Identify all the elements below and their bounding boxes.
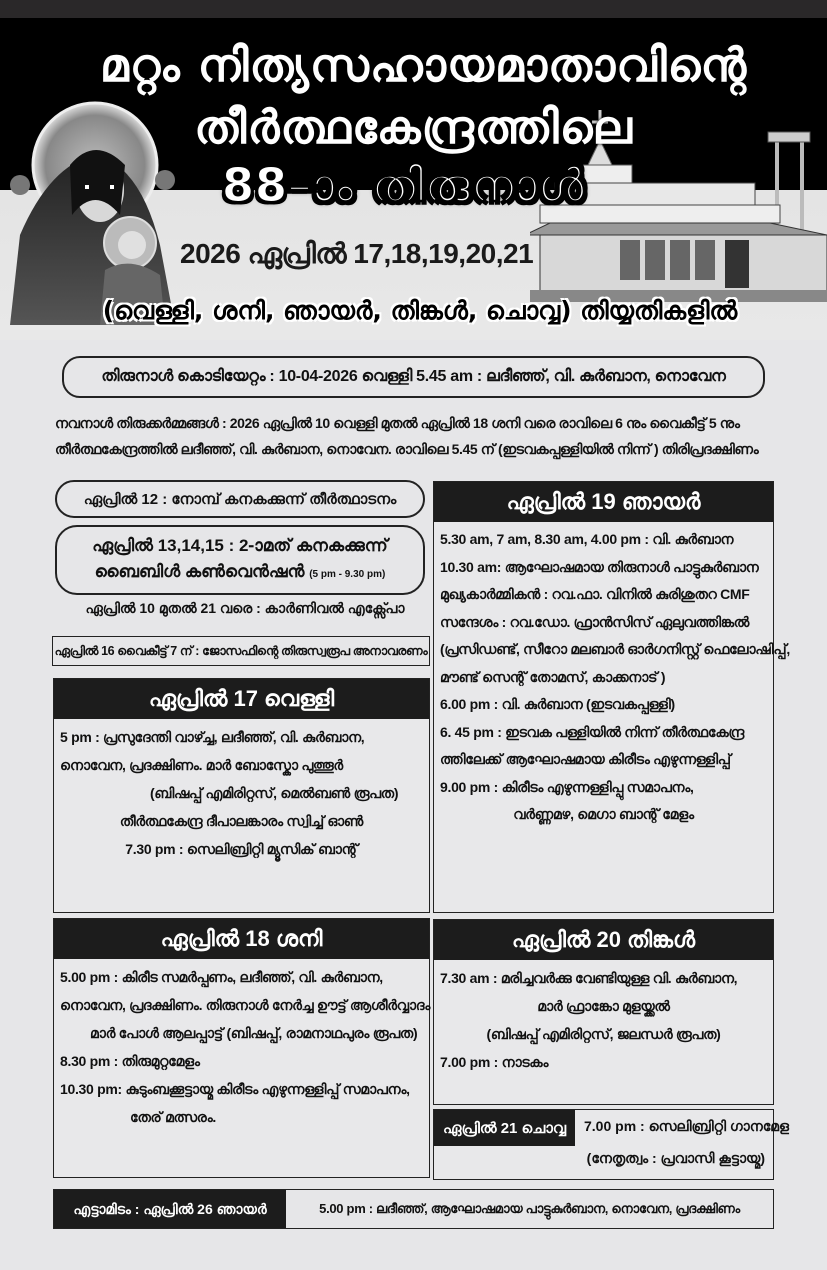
novena-line-1: നവനാൾ തിരുക്കർമ്മങ്ങൾ : 2026 ഏപ്രിൽ 10 വെള്ളി മുതൽ ഏപ്രിൽ 18 ശനി വരെ രാവിലെ 6 നും വൈകീട്ട് 5 നും — [55, 415, 740, 431]
schedule-line: മൗണ്ട് സെന്റ് തോമസ്, കാക്കനാട് ) — [440, 668, 666, 685]
schedule-line: 7.00 pm : സെലിബ്രിറ്റി ഗാനമേള — [584, 1118, 790, 1134]
schedule-line: 5 pm : പ്രസുദേന്തി വാഴ്ച്ച, ലദീഞ്ഞ്, വി. കുർബാന, — [60, 729, 365, 745]
bible-convention-box — [55, 525, 425, 595]
title-line-2: തീർത്ഥകേന്ദ്രത്തിലെ — [194, 100, 633, 154]
day-box-april-21 — [433, 1109, 790, 1180]
feast-dates: 2026 ഏപ്രിൽ 17,18,19,20,21 — [180, 238, 534, 269]
schedule-line: (ബിഷപ്പ് എമിരിറ്റസ്, മെൽബൺ രൂപത) — [150, 785, 399, 801]
schedule-line: 9.00 pm : കിരീടം എഴുന്നള്ളിപ്പു സമാപനം, — [440, 778, 694, 795]
day-heading: ഏപ്രിൽ 21 ചൊവ്വ — [434, 1110, 575, 1146]
day-heading: ഏപ്രിൽ 20 തിങ്കൾ — [434, 920, 773, 960]
octave-footer — [53, 1189, 774, 1229]
feast-weekdays: (വെള്ളി, ശനി, ഞായർ, തിങ്കൾ, ചൊവ്വ) തിയ്യതികളിൽ — [102, 296, 738, 325]
day-box-april-17 — [53, 678, 430, 913]
day-box-april-18 — [53, 918, 430, 1178]
carnival-expo: ഏപ്രിൽ 10 മുതൽ 21 വരെ : കാർണിവൽ എക്സ്പോ — [85, 600, 405, 616]
schedule-line: 8.30 pm : തിരുമുറ്റമേളം — [60, 1053, 200, 1069]
schedule-line: നൊവേന, പ്രദക്ഷിണം. തിരുനാൾ നേർച്ച ഊട്ട് ആശീർവ്വാദം — [60, 997, 431, 1013]
schedule-line: (പ്രസിഡണ്ട്, സീറോ മലബാർ ഓർഗനിസ്റ്റ് ഫെലോഷിപ്പ്, — [440, 641, 790, 657]
schedule-line: വർണ്ണമഴ, മെഗാ ബാന്റ് മേളം — [513, 806, 694, 822]
schedule-line: ത്തിലേക്ക് ആഘോഷമായ കിരീടം എഴുന്നള്ളിപ്പ് — [440, 751, 731, 767]
day-heading: ഏപ്രിൽ 17 വെള്ളി — [54, 679, 429, 719]
schedule-line: സന്ദേശം : റവ.ഡോ. ഫ്രാൻസിസ് ഏലുവത്തിങ്കൽ — [440, 613, 750, 630]
schedule-line: 5.30 am, 7 am, 8.30 am, 4.00 pm : വി. കുർബാന — [440, 531, 734, 547]
novena-section — [55, 410, 785, 462]
schedule-line: 6. 45 pm : ഇടവക പള്ളിയിൽ നിന്ന് തീർത്ഥകേന്ദ്ര — [440, 723, 745, 740]
schedule-line: മുഖ്യകാർമ്മികൻ : റവ.ഫാ. വിനിൽ കുരിശുതറ CMF — [440, 586, 750, 602]
schedule-line: (ബിഷപ്പ് എമിരിറ്റസ്, ജലന്ധർ രൂപത) — [486, 1026, 721, 1042]
day-box-april-20 — [433, 919, 774, 1105]
flag-hoisting-box — [62, 356, 765, 398]
flag-hoisting-text: തിരുനാൾ കൊടിയേറ്റം : 10-04-2026 വെള്ളി 5.45 am : ലദീഞ്ഞ്, വി. കുർബാന, നൊവേന — [101, 368, 726, 385]
schedule-line: നൊവേന, പ്രദക്ഷിണം. മാർ ബോസ്കോ പുത്തൂർ — [60, 757, 343, 773]
april16-statue-unveiling — [52, 636, 430, 666]
april12-pilgrimage-box — [55, 480, 425, 518]
convention-line-1: ഏപ്രിൽ 13,14,15 : 2-ാമത് കനകക്കുന്ന് — [92, 535, 388, 555]
day-heading: ഏപ്രിൽ 19 ഞായർ — [434, 482, 773, 522]
schedule-line: 6.00 pm : വി. കുർബാന (ഇടവകപ്പള്ളി) — [440, 696, 675, 712]
schedule-line: (നേതൃത്വം : പ്രവാസി കൂട്ടായ്മ) — [586, 1150, 765, 1166]
novena-line-2: തീർത്ഥകേന്ദ്രത്തിൽ ലദീഞ്ഞ്, വി. കുർബാന, നൊവേന. രാവിലെ 5.45 ന് (ഇടവകപ്പള്ളിയിൽ നിന്ന് ) തിരിപ്രദക്ഷിണം — [55, 441, 759, 457]
schedule-line: 5.00 pm : കിരീട സമർപ്പണം, ലദീഞ്ഞ്, വി. കുർബാന, — [60, 969, 383, 985]
day-heading: ഏപ്രിൽ 18 ശനി — [54, 919, 429, 959]
schedule-line: 10.30 pm: കുടുംബക്കൂട്ടായ്മ കിരീടം എഴുന്നള്ളിപ്പ് സമാപനം, — [60, 1081, 410, 1097]
schedule-line: മാർ പോൾ ആലപ്പാട്ട് (ബിഷപ്പ്, രാമനാഥപുരം രൂപത) — [90, 1025, 418, 1041]
schedule-line: തീർത്ഥകേന്ദ്ര ദീപാലങ്കാരം സ്വിച്ച് ഓൺ — [119, 813, 364, 829]
top-strip — [0, 0, 827, 18]
schedule-line: തേര് മത്സരം. — [130, 1109, 216, 1125]
convention-line-2: ബൈബിൾ കൺവെൻഷൻ — [94, 561, 305, 581]
schedule-line: 7.30 am : മരിച്ചവർക്കു വേണ്ടിയുള്ള വി. കുർബാന, — [440, 970, 738, 986]
schedule-line: 7.30 pm : സെലിബ്രിറ്റി മ്യൂസിക് ബാന്റ് — [125, 841, 358, 857]
april16-text: ഏപ്രിൽ 16 വൈകീട്ട് 7 ന് : ജോസഫിന്റെ തിരുസ്വരൂപ അനാവരണം — [54, 643, 428, 658]
octave-schedule: 5.00 pm : ലദീഞ്ഞ്, ആഘോഷമായ പാട്ടുകുർബാന, നൊവേന, പ്രദക്ഷിണം — [319, 1201, 740, 1216]
octave-tag: എട്ടാമിടം : ഏപ്രിൽ 26 ഞായർ — [54, 1190, 286, 1228]
title-feast-number: 88–ാം തിരുനാൾ — [222, 158, 585, 212]
schedule-line: 7.00 pm : നാടകം — [440, 1054, 549, 1070]
schedule-line: 10.30 am: ആഘോഷമായ തിരുനാൾ പാട്ടുകുർബാന — [440, 558, 759, 575]
day-box-april-19 — [433, 481, 790, 913]
convention-time: (5 pm - 9.30 pm) — [309, 568, 386, 580]
schedule-line: മാർ ഫ്രാങ്കോ മുളയ്ക്കൽ — [537, 998, 670, 1014]
april12-text: ഏപ്രിൽ 12 : നോമ്പ് കനകക്കുന്ന് തീർത്ഥാടനം — [83, 490, 397, 508]
title-line-1: മറ്റം നിത്യസഹായമാതാവിന്റെ — [99, 38, 748, 92]
